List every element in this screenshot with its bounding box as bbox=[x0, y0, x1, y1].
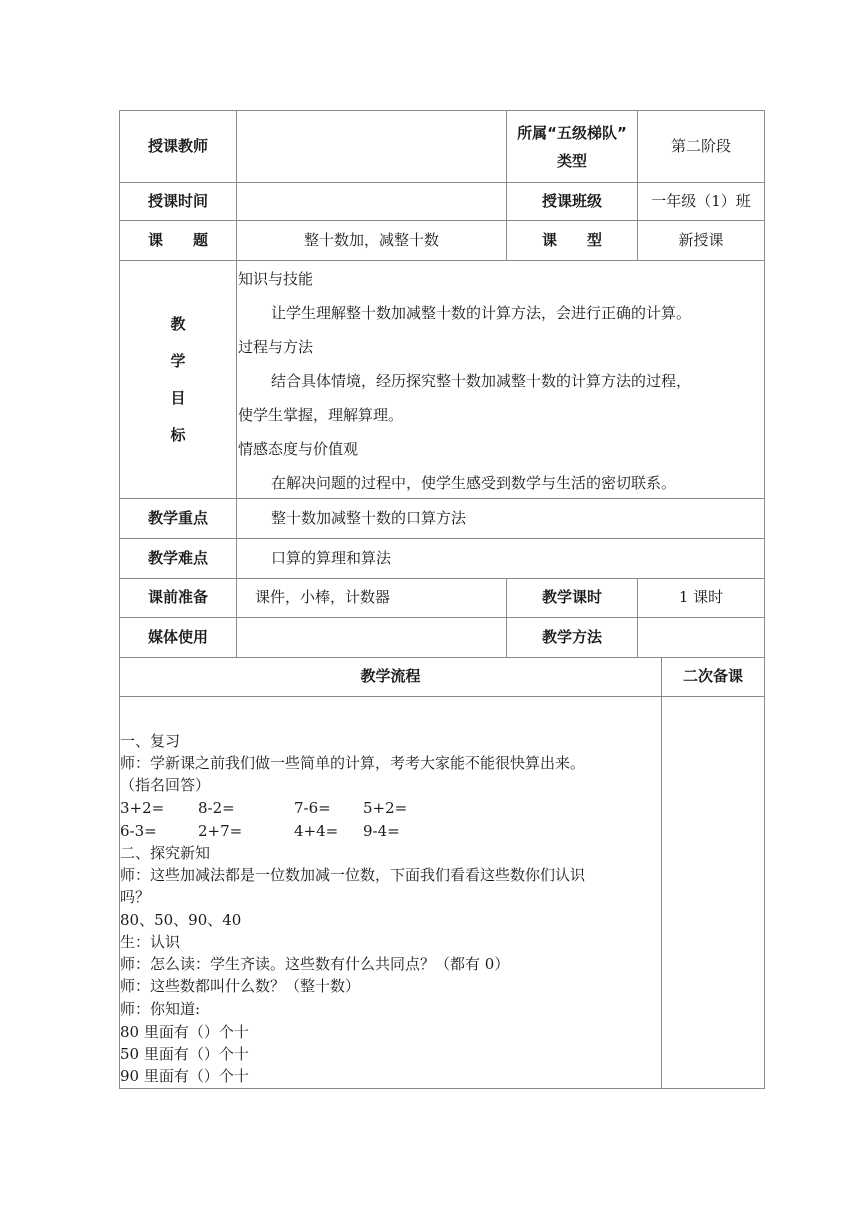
key-point-label: 教学重点 bbox=[147, 508, 208, 527]
method-value bbox=[638, 618, 764, 657]
process-line: 师：学新课之前我们做一些简单的计算，考考大家能不能很快算出来。 bbox=[120, 754, 586, 772]
tier-value: 第二阶段 bbox=[670, 136, 731, 155]
media-value bbox=[237, 618, 506, 657]
goals-label-char: 学 bbox=[170, 351, 186, 370]
process-line: 吗？ bbox=[120, 888, 151, 906]
goals-line: 让学生理解整十数加减整十数的计算方法，会进行正确的计算。 bbox=[271, 304, 692, 322]
table-border-right bbox=[764, 110, 765, 1089]
prep-value: 课件，小棒，计数器 bbox=[255, 588, 391, 607]
process-line: 师：这些数都叫什么数？（整十数） bbox=[120, 977, 361, 995]
process-line: 80 里面有（）个十 bbox=[120, 1023, 249, 1041]
time-label: 授课时间 bbox=[147, 191, 208, 210]
goals-line: 结合具体情境，经历探究整十数加减整十数的计算方法的过程， bbox=[271, 372, 692, 390]
process-line: 师：怎么读：学生齐读。这些数有什么共同点？（都有 0） bbox=[120, 955, 510, 973]
process-line: 二、探究新知 bbox=[120, 844, 211, 862]
process-line: 一、复习 bbox=[120, 732, 181, 750]
tier-type-label-line1: 所属“五级梯队” bbox=[517, 123, 627, 142]
goals-label-char: 目 bbox=[170, 388, 186, 407]
goals-line: 知识与技能 bbox=[238, 270, 314, 288]
table-border-bottom bbox=[119, 1088, 765, 1089]
key-point-value: 整十数加减整十数的口算方法 bbox=[271, 508, 467, 527]
process-line: （指名回答） bbox=[120, 776, 211, 794]
difficulty-label: 教学难点 bbox=[147, 548, 208, 567]
goals-line: 情感态度与价值观 bbox=[238, 440, 359, 458]
time-value bbox=[237, 183, 506, 220]
expression: 7-6= bbox=[294, 799, 331, 817]
type-value: 新授课 bbox=[678, 230, 724, 249]
expression: 8-2= bbox=[198, 799, 235, 817]
goals-line: 过程与方法 bbox=[238, 338, 314, 356]
expression: 4+4= bbox=[294, 822, 339, 840]
expression: 3+2= bbox=[120, 799, 165, 817]
process-header: 教学流程 bbox=[360, 667, 421, 686]
tier-type-label-line2: 类型 bbox=[556, 151, 587, 170]
expression: 5+2= bbox=[363, 799, 408, 817]
expression: 6-3= bbox=[120, 822, 157, 840]
expression: 2+7= bbox=[198, 822, 243, 840]
goals-label-char: 标 bbox=[170, 425, 186, 444]
second-prep-header: 二次备课 bbox=[682, 667, 743, 686]
expression: 9-4= bbox=[363, 822, 400, 840]
row-divider bbox=[119, 696, 765, 697]
hours-value: 1 课时 bbox=[678, 588, 724, 607]
class-value: 一年级（1）班 bbox=[651, 191, 751, 210]
goals-label bbox=[120, 261, 236, 498]
topic-label: 课 题 bbox=[147, 230, 208, 249]
teacher-label: 授课教师 bbox=[147, 136, 208, 155]
goals-label-char: 教 bbox=[170, 314, 186, 333]
process-line: 师：这些加减法都是一位数加减一位数，下面我们看看这些数你们认识 bbox=[120, 866, 586, 884]
class-label: 授课班级 bbox=[541, 191, 602, 210]
hours-label: 教学课时 bbox=[541, 588, 602, 607]
tier-type-label bbox=[507, 111, 637, 182]
process-line: 90 里面有（）个十 bbox=[120, 1067, 249, 1085]
media-label: 媒体使用 bbox=[147, 627, 208, 646]
col-divider bbox=[661, 657, 662, 1088]
goals-line: 在解决问题的过程中，使学生感受到数学与生活的密切联系。 bbox=[271, 474, 677, 492]
prep-label: 课前准备 bbox=[147, 588, 208, 607]
method-label: 教学方法 bbox=[541, 627, 602, 646]
topic-value: 整十数加，减整十数 bbox=[303, 230, 439, 249]
type-label: 课 型 bbox=[541, 230, 602, 249]
process-line: 生：认识 bbox=[120, 933, 181, 951]
process-line: 师：你知道: bbox=[120, 1000, 201, 1018]
goals-line: 使学生掌握，理解算理。 bbox=[238, 406, 404, 424]
teacher-value bbox=[237, 111, 506, 182]
process-line: 50 里面有（）个十 bbox=[120, 1045, 249, 1063]
process-line: 80、50、90、40 bbox=[120, 911, 242, 929]
difficulty-value: 口算的算理和算法 bbox=[271, 548, 392, 567]
